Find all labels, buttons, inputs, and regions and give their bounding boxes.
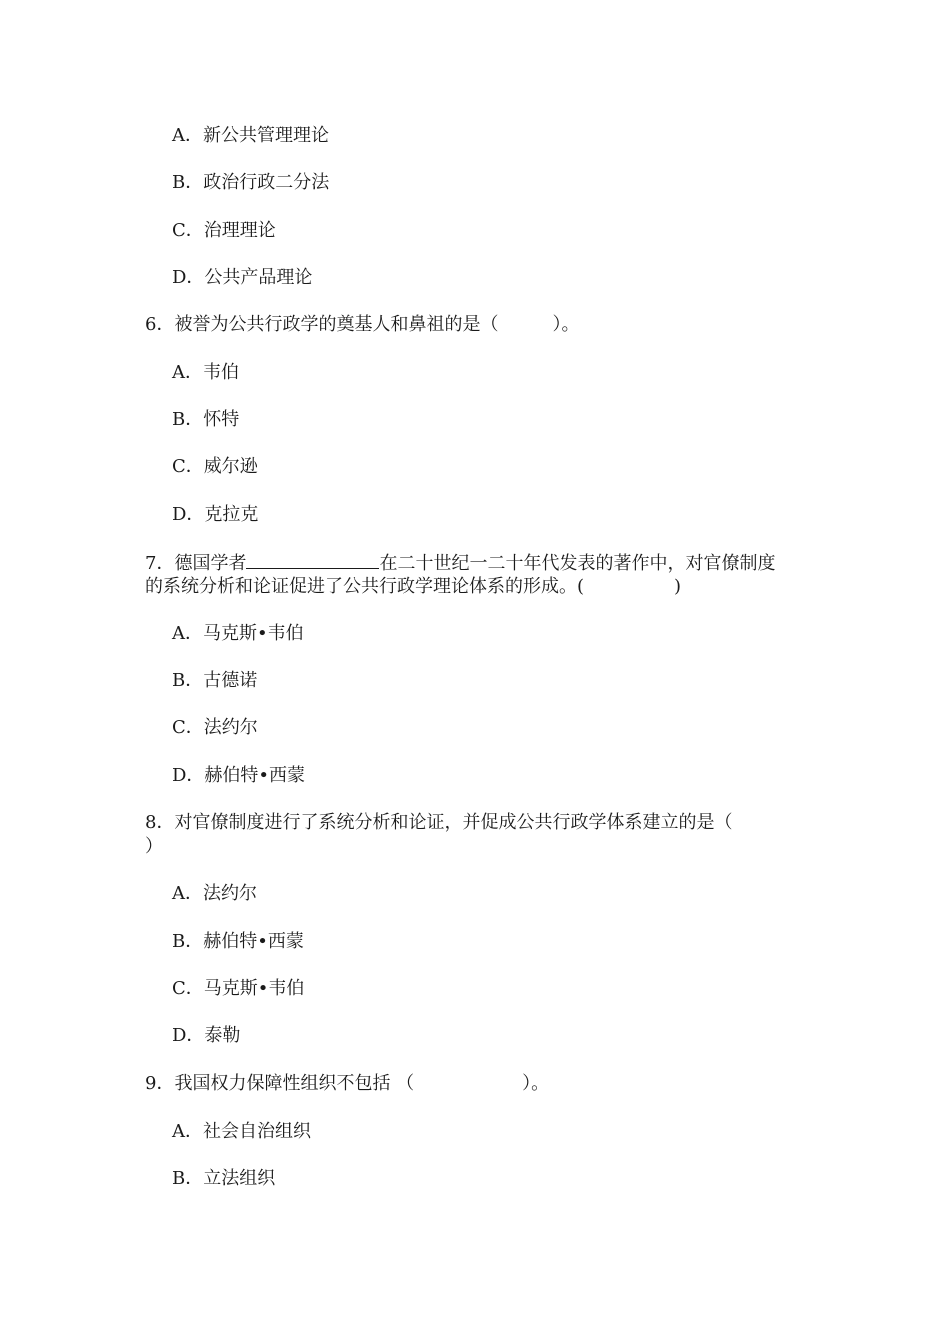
q7-option-a: A．马克斯•韦伯	[172, 623, 304, 644]
prev-option-a: A．新公共管理理论	[172, 125, 329, 146]
q9-option-a: A．社会自治组织	[172, 1121, 311, 1142]
q7-text-before-blank: 7．德国学者	[145, 553, 247, 574]
q6-option-d: D．克拉克	[172, 504, 259, 525]
q6-option-b: B．怀特	[172, 409, 240, 430]
q7-text-after-blank: 在二十世纪一二十年代发表的著作中，对官僚制度	[379, 553, 776, 574]
question-9-text: 9．我国权力保障性组织不包括 （ ）。	[145, 1073, 550, 1094]
q8-option-c: C．马克斯•韦伯	[172, 978, 305, 999]
prev-option-d: D．公共产品理论	[172, 267, 313, 288]
q8-option-d: D．泰勒	[172, 1025, 241, 1046]
q6-option-a: A．韦伯	[172, 362, 239, 383]
q8-option-b: B．赫伯特•西蒙	[172, 931, 304, 952]
q8-option-a: A．法约尔	[172, 883, 257, 904]
q7-option-d: D．赫伯特•西蒙	[172, 765, 306, 786]
question-6-text: 6．被誉为公共行政学的奠基人和鼻祖的是（ ）。	[145, 314, 580, 335]
prev-option-c: C．治理理论	[172, 220, 276, 241]
q6-option-c: C．威尔逊	[172, 456, 258, 477]
q9-option-b: B．立法组织	[172, 1168, 276, 1189]
question-8-line-1: 8．对官僚制度进行了系统分析和论证，并促成公共行政学体系建立的是（	[145, 812, 733, 833]
question-7-line-2: 的系统分析和论证促进了公共行政学理论体系的形成。( )	[145, 576, 682, 597]
question-8-line-2: ）	[145, 836, 163, 857]
prev-option-b: B．政治行政二分法	[172, 172, 330, 193]
q7-option-c: C．法约尔	[172, 717, 258, 738]
question-7-line-1	[145, 550, 775, 576]
q7-option-b: B．古德诺	[172, 670, 258, 691]
q7-fill-blank	[246, 550, 379, 569]
